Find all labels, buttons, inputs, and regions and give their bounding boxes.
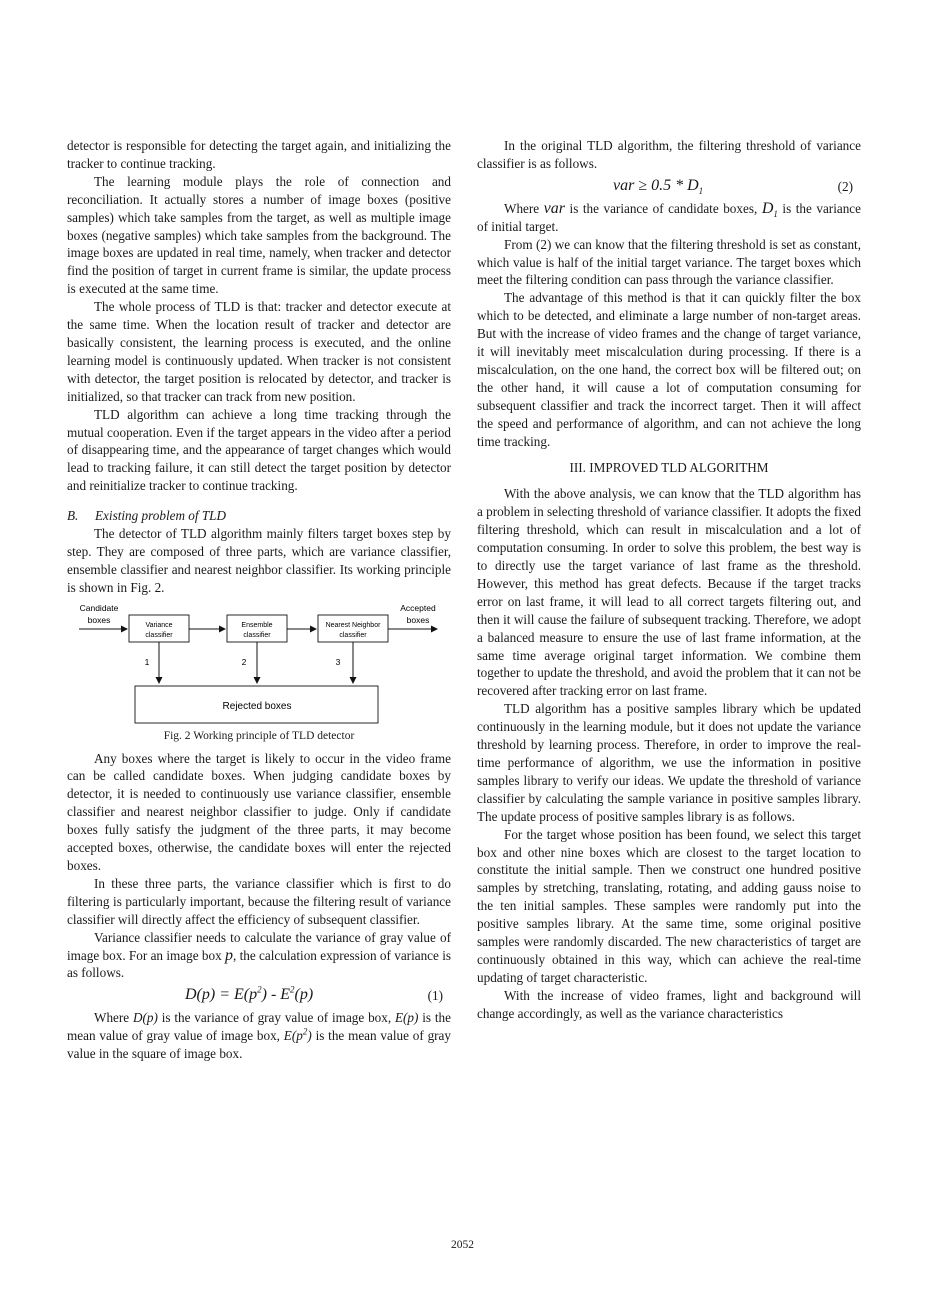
candidate-label: boxes xyxy=(87,614,111,625)
paragraph: The detector of TLD algorithm mainly filters target boxes step by step. They are composed of three parts, which are variance classifier, ensemble classifier and nearest neighbor classifier. Its working principle is shown in Fig. 2. xyxy=(67,526,451,595)
candidate-label: Candidate xyxy=(79,602,119,613)
math-var: var xyxy=(543,199,565,217)
math-term: E(p) xyxy=(394,1010,419,1026)
detector-diagram xyxy=(67,601,451,726)
subsection-title: Existing problem of TLD xyxy=(95,508,227,524)
accepted-label: boxes xyxy=(406,614,430,625)
paragraph xyxy=(67,929,451,983)
box-label: Variance xyxy=(145,621,173,629)
text-run: Where xyxy=(504,200,540,216)
figure-caption: Fig. 2 Working principle of TLD detector xyxy=(163,729,355,742)
paragraph xyxy=(477,200,861,236)
box-label: classifier xyxy=(339,631,367,639)
rejected-label: Rejected boxes xyxy=(222,700,292,712)
equation-expression: var ≥ $0.5 * D_1$ xyxy=(613,176,704,196)
box-label: Ensemble xyxy=(241,621,273,629)
paragraph: For the target whose position has been found, we select this target box and other nine boxes which are closest to the target location to constitute the initial sample. Then we construct one hundred positive samples by stretching, translating, rotating, and adding gauss noise to the ten initial samples. These samples were randomly put into the positive samples library. At the same time, some original positive samples were randomly discarded. The new characteristics of target are continuously obtained in this way, which can achieve the real-time updating of target characteristic. xyxy=(477,826,861,985)
subsection-heading xyxy=(67,507,451,525)
equation-1 xyxy=(67,984,451,1007)
step-number: 1 xyxy=(144,656,150,667)
subsection-number: B. xyxy=(67,508,79,524)
paragraph: From (2) we can know that the filtering threshold is set as constant, which value is half of the initial target variance. The target boxes which meet the filtering condition can pass through the variance classifier. xyxy=(477,236,861,288)
figure-detector-diagram xyxy=(67,601,451,726)
right-column xyxy=(477,137,861,1023)
text-run: is the variance of gray value of image box, xyxy=(161,1010,392,1026)
text-run: is the variance of initial target. xyxy=(477,200,862,234)
accepted-label: Accepted xyxy=(400,602,436,613)
equation-number: (1) xyxy=(427,988,443,1004)
paragraph: With the increase of video frames, light and background will change accordingly, as well as the variance characteristics xyxy=(477,987,861,1021)
paragraph: TLD algorithm has a positive samples library which be updated continuously in the learning module, but it does not update the variance threshold by learning process. Therefore, in order to improve the real-time performance of algorithm, we use the information in positive samples library to verify our ideas. We update the threshold of variance classifier by calculating the sample variance in positive samples library. The update process of positive samples library is as follows. xyxy=(477,701,861,824)
paragraph: With the above analysis, we can know that the TLD algorithm has a problem in selecting threshold of variance classifier. It adopts the fixed filtering threshold, which can result in miscalculation and a lot of computation consuming. In order to solve this problem, the best way is to directly use the target variance of last frame as the threshold. However, this method has great defects. Because if the target tracks error on last frame, it will lead to all correct targets filtering out, and then it will cause the failure of subsequent tracking. Therefore, we adopt a balanced measure to ensure the use of last frame information, at the same time average original target information. We combine them together to update the threshold, and avoid the problem that it can not be recovered after tracking error on last frame. xyxy=(477,486,861,699)
step-number: 2 xyxy=(241,656,247,667)
text-run: is the variance of candidate boxes, xyxy=(569,200,758,216)
math-term: $E(p^2)$ xyxy=(283,1026,312,1044)
text-run: is the mean value of gray value in the square of image box. xyxy=(67,1028,452,1062)
box-label: classifier xyxy=(243,631,271,639)
paragraph: detector is responsible for detecting the target again, and initializing the tracker to continue tracking. xyxy=(67,138,451,171)
paragraph: The advantage of this method is that it can quickly filter the box which to be detected, and eliminate a large number of non-target areas. But with the increase of video frames and the change of target variance, it will inevitably meet miscalculation during processing. If there is a miscalculation, on the one hand, the correct box will be filtered out; on the other hand, it will cause a lot of computation consuming for subsequent classifier and track the incorrect target. Then it will affect the speed and performance of algorithm, and can not achieve the long time tracking. xyxy=(477,290,861,449)
text-run: , the calculation expression of variance is as follows. xyxy=(67,947,452,981)
left-column xyxy=(67,137,451,1063)
paragraph: In the original TLD algorithm, the filtering threshold of variance classifier is as follows. xyxy=(477,138,861,171)
paragraph: TLD algorithm can achieve a long time tracking through the mutual cooperation. Even if the target appears in the video after a period of disappearing time, and the appearance of target changes which would lead to tracking failure, it can still detect the target position by detector and reinitialize tracker to continue tracking. xyxy=(67,406,451,494)
box-label: Nearest Neighbor xyxy=(325,621,381,629)
text-run: is the mean value of gray value of image box, xyxy=(67,1010,451,1044)
section-heading: III. IMPROVED TLD ALGORITHM xyxy=(569,459,769,475)
math-term: D(p) xyxy=(132,1010,158,1026)
equation-number: (2) xyxy=(837,178,853,194)
step-number: 3 xyxy=(335,656,341,667)
paragraph: Any boxes where the target is likely to occur in the video frame can be called candidate boxes. When judging candidate boxes by detector, it is needed to continuously use variance classifier, ensemble classifier and nearest neighbor classifier to judge. Only if candidate boxes fully satisfy the judgment of the three parts, it may become accepted boxes, otherwise, the candidate boxes will enter the rejected boxes. xyxy=(67,750,451,873)
page-number: 2052 xyxy=(451,1239,474,1251)
box-label: classifier xyxy=(145,631,173,639)
text-run: Where xyxy=(94,1010,130,1026)
text-run: Variance classifier needs to calculate the variance of gray value of image box. For an image box xyxy=(67,929,451,963)
equation-2 xyxy=(477,175,861,198)
paragraph: The learning module plays the role of connection and reconciliation. It actually stores a number of image boxes (positive samples) which take samples from the target, as well as multiple image boxes (negative samples) which take samples from the background. The image boxes are updated in real time, namely, when tracker and detector find the position of target in current frame is similar, the update process is executed at the same time. xyxy=(67,173,451,297)
paragraph xyxy=(67,1009,451,1063)
paragraph: In these three parts, the variance classifier which is first to do filtering is particularly important, because the filtering result of variance classifier will directly affect the efficiency of subsequent classifier. xyxy=(67,875,451,927)
paragraph: The whole process of TLD is that: tracker and detector execute at the same time. When the location result of tracker and detector are basically consistent, the learning process is executed, and the online learning model is continuously updated. When tracker is not consistent with detector, the target position is relocated by detector, and tracker is initialized, so that tracker can track from new position. xyxy=(67,299,451,404)
equation-expression: $D(p) = E(p^2) - E^2(p)$ xyxy=(185,985,314,1004)
math-var: p xyxy=(225,946,233,964)
math-term: $D_1$ xyxy=(761,199,778,219)
